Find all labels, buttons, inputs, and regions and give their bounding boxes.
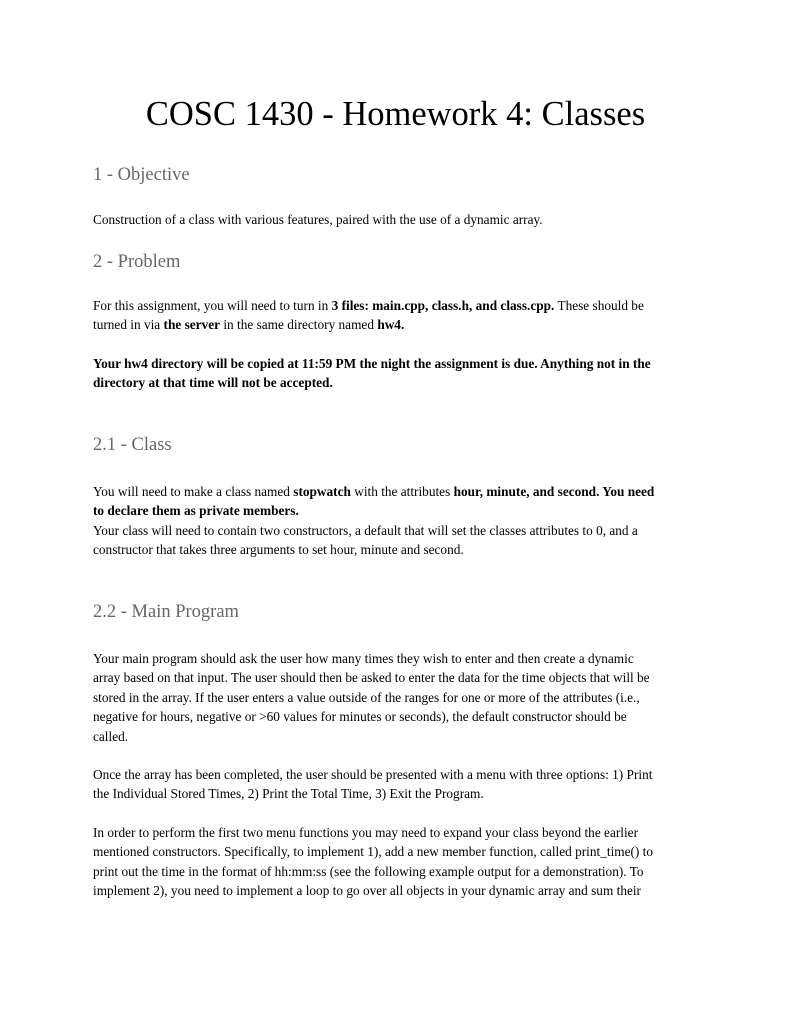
problem-paragraph: [93, 296, 703, 335]
page-title: COSC 1430 - Homework 4: Classes: [145, 95, 646, 133]
objective-text: [93, 210, 703, 229]
bold-text-run: to declare them as private members.: [93, 503, 299, 519]
class-paragraph: [93, 482, 703, 560]
deadline-line-1: Your hw4 directory will be copied at 11:59 PM the night the assignment is due. Anything not in the: [93, 356, 651, 371]
text-line: Once the array has been completed, the user should be presented with a menu with three options: 1) Print: [93, 767, 653, 782]
bold-text-run: hour, minute, and second. You need: [453, 484, 655, 499]
bold-text-run: the server: [163, 317, 221, 333]
objective-line: Construction of a class with various features, paired with the use of a dynamic array.: [93, 212, 543, 227]
main-program-paragraph-1: [93, 649, 703, 746]
text-run: For this assignment, you will need to turn in: [93, 298, 332, 313]
main-program-paragraph-3: [93, 823, 703, 901]
bold-text-run: stopwatch: [293, 484, 351, 499]
text-run: turned in via: [93, 317, 164, 333]
deadline-warning: [93, 354, 703, 393]
text-line: Your main program should ask the user how many times they wish to enter and then create a dynamic: [93, 651, 634, 666]
problem-line-2: [93, 317, 404, 332]
class-line-3: Your class will need to contain two constructors, a default that will set the classes attributes to 0, and a: [93, 522, 638, 538]
bold-text-run: hw4.: [377, 317, 405, 333]
text-run: You will need to make a class named: [93, 484, 294, 499]
deadline-line-2: directory at that time will not be accepted.: [93, 375, 333, 391]
section-heading-objective: 1 - Objective: [93, 165, 190, 185]
text-line: stored in the array. If the user enters a value outside of the ranges for one or more of the attributes (i.e.,: [93, 689, 640, 705]
section-heading-problem: 2 - Problem: [93, 252, 181, 272]
bold-text-run: 3 files: main.cpp, class.h, and class.cpp.: [331, 298, 555, 313]
text-line: the Individual Stored Times, 2) Print the Total Time, 3) Exit the Program.: [93, 786, 484, 802]
text-run: in the same directory named: [220, 317, 378, 333]
class-line-1: [93, 484, 654, 499]
text-run: These should be: [554, 298, 644, 313]
text-line: print out the time in the format of hh:mm:ss (see the following example output for a demonstration). To: [93, 863, 644, 879]
text-line: negative for hours, negative or >60 values for minutes or seconds), the default constructor should be: [93, 709, 627, 725]
text-run: with the attributes: [350, 484, 454, 499]
section-heading-class: 2.1 - Class: [93, 435, 172, 455]
text-line: implement 2), you need to implement a loop to go over all objects in your dynamic array and sum their: [93, 883, 641, 899]
text-line: called.: [93, 728, 129, 744]
class-line-4: constructor that takes three arguments to set hour, minute and second.: [93, 542, 464, 558]
problem-line-1: [93, 298, 644, 313]
text-line: mentioned constructors. Specifically, to implement 1), add a new member function, called print_time() to: [93, 844, 654, 860]
main-program-paragraph-2: [93, 765, 703, 804]
class-line-2: [93, 503, 299, 518]
section-heading-main-program: 2.2 - Main Program: [93, 602, 239, 622]
text-line: In order to perform the first two menu functions you may need to expand your class beyond the earlier: [93, 825, 639, 840]
text-line: array based on that input. The user should then be asked to enter the data for the time objects that will be: [93, 670, 650, 686]
